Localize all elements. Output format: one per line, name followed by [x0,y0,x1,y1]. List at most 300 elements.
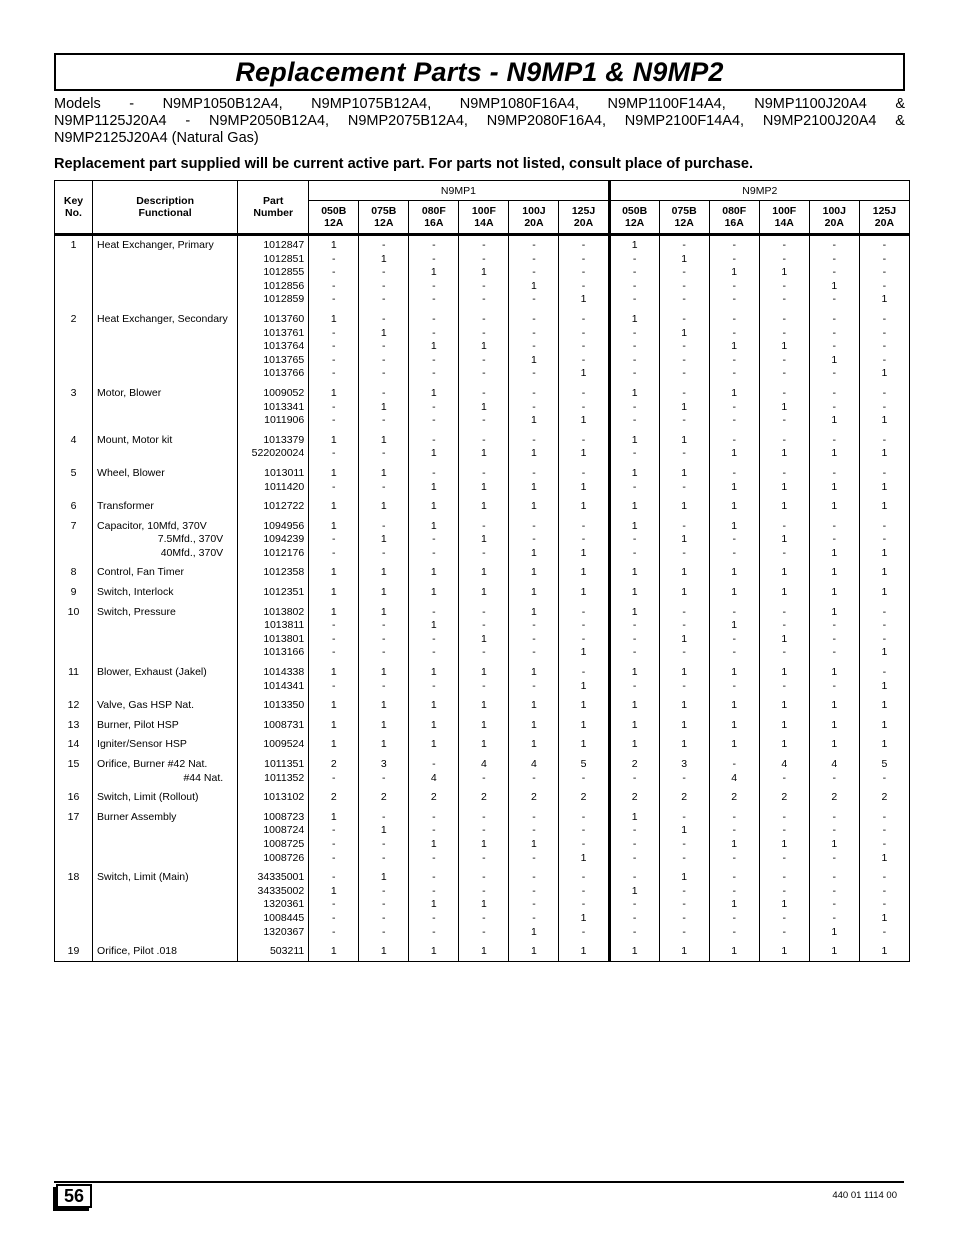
quantity-value: 1 [531,666,537,679]
quantity-value: 1 [781,837,788,850]
quantity-value: 1 [580,945,587,958]
quantity-value: 1 [781,533,788,546]
quantity-cell [509,428,559,461]
quantity-value: - [581,279,586,292]
quantity-cell [759,235,809,307]
quantity-cell [309,461,359,494]
quantity-value: 1 [580,566,587,579]
key-cell [55,235,93,307]
quantity-value: 1 [580,738,587,751]
quantity-value: - [832,466,837,479]
quantity-value: 1 [881,414,888,427]
title-box [54,53,905,91]
quantity-value: - [581,312,586,325]
quantity-cell [809,732,859,752]
quantity-value: - [782,646,786,659]
quantity-value: 1 [430,566,437,579]
quantity-value: - [632,279,637,292]
quantity-value: - [732,293,736,306]
quantity-cell [659,514,709,561]
part-number: 1012856 [263,279,305,292]
quantity-value: 1 [681,718,688,731]
part-number-cell [238,865,309,939]
quantity-value: 1 [580,679,587,692]
quantity-value: - [832,252,837,265]
quantity-value: - [682,519,686,532]
quantity-value: - [382,279,386,292]
quantity-cell [759,514,809,561]
quantity-cell [659,865,709,939]
quantity-value: 1 [430,738,437,751]
description-line: Igniter/Sensor HSP [97,738,187,751]
quantity-value: 1 [831,353,838,366]
quantity-value: - [632,546,637,559]
quantity-value: - [882,252,887,265]
quantity-value: - [782,367,786,380]
quantity-cell [309,580,359,600]
quantity-value: 1 [681,533,688,546]
quantity-value: 1 [480,480,487,493]
quantity-value: - [882,925,887,938]
quantity-value: - [782,771,786,784]
quantity-cell [759,381,809,428]
quantity-value: 1 [631,586,638,599]
quantity-value: - [682,546,686,559]
description-line: Wheel, Blower [97,466,165,479]
quantity-cell [709,235,759,307]
quantity-cell [359,865,409,939]
quantity-value: - [382,480,386,493]
part-number: 1008725 [263,837,305,850]
quantity-value: 1 [480,400,487,413]
header-model-col: 125J 20A [559,201,609,235]
quantity-value: - [682,619,686,632]
quantity-value: 1 [430,898,437,911]
quantity-value: - [332,367,336,380]
quantity-value: - [382,632,386,645]
part-number-cell [238,560,309,580]
quantity-cell [559,580,609,600]
quantity-value: - [382,679,386,692]
quantity-value: 1 [631,718,638,731]
quantity-cell [609,580,659,600]
model-token: - [129,96,135,112]
quantity-cell [359,494,409,514]
description-line: Capacitor, 10Mfd, 370V [97,519,207,532]
quantity-cell [809,494,859,514]
quantity-cell [809,752,859,785]
quantity-cell [859,805,909,865]
table-row [55,428,910,461]
quantity-value: - [632,252,637,265]
table-row [55,865,910,939]
quantity-value: 1 [330,433,337,446]
part-number: 1009524 [263,738,305,751]
quantity-value: 1 [831,566,838,579]
key-number: 9 [70,586,77,599]
quantity-value: 1 [781,340,788,353]
key-cell [55,307,93,381]
quantity-value: 1 [781,699,788,712]
quantity-cell [309,560,359,580]
quantity-value: - [782,519,786,532]
quantity-cell [859,560,909,580]
quantity-cell [809,514,859,561]
quantity-cell [659,939,709,961]
key-number: 5 [70,466,77,479]
quantity-cell [509,939,559,961]
quantity-value: - [732,851,736,864]
description-cell [93,752,238,785]
quantity-value: 1 [831,586,838,599]
quantity-value: - [732,871,736,884]
quantity-cell [609,307,659,381]
quantity-value: 1 [781,666,788,679]
quantity-value: - [432,367,436,380]
description-cell [93,732,238,752]
quantity-value: 1 [531,718,537,731]
quantity-value: 1 [631,699,638,712]
quantity-value: - [382,851,386,864]
description-line: Burner Assembly [97,810,177,823]
quantity-cell [559,713,609,733]
quantity-cell [609,428,659,461]
quantity-cell [509,560,559,580]
quantity-value: - [732,414,736,427]
key-number: 3 [70,386,77,399]
header-description: Description Functional [93,181,238,235]
part-number-cell [238,785,309,805]
quantity-value: - [432,414,436,427]
quantity-cell [859,939,909,961]
quantity-value: 1 [831,480,838,493]
quantity-value: - [832,312,837,325]
quantity-value: 2 [580,791,587,804]
quantity-value: - [882,340,887,353]
model-token: N9MP1080F16A4, [459,96,580,112]
description-line: Orifice, Pilot .018 [97,945,177,958]
model-token: & [895,113,905,129]
part-number: 1094956 [263,519,305,532]
quantity-value: - [632,771,637,784]
quantity-cell [709,732,759,752]
quantity-value: - [632,293,637,306]
quantity-value: - [482,925,486,938]
quantity-cell [759,693,809,713]
table-row [55,752,910,785]
quantity-value: 2 [430,791,437,804]
quantity-cell [559,428,609,461]
description-cell [93,785,238,805]
quantity-value: - [581,386,586,399]
quantity-cell [509,600,559,660]
quantity-value: 1 [531,480,537,493]
quantity-cell [509,713,559,733]
quantity-value: - [782,293,786,306]
quantity-cell [859,514,909,561]
part-number: 1008726 [263,851,305,864]
quantity-value: 1 [380,433,387,446]
quantity-cell [559,865,609,939]
quantity-value: - [532,312,536,325]
quantity-value: - [782,433,786,446]
quantity-cell [609,560,659,580]
quantity-value: - [882,386,887,399]
quantity-value: - [581,605,586,618]
quantity-cell [559,307,609,381]
part-number: 1008445 [263,911,305,924]
parts-table [54,180,910,962]
key-number: 10 [67,605,80,618]
quantity-cell [559,660,609,693]
quantity-cell [459,865,509,939]
quantity-value: 1 [681,586,688,599]
quantity-cell [659,494,709,514]
quantity-cell [309,428,359,461]
quantity-value: - [332,837,336,850]
quantity-value: - [332,400,336,413]
quantity-cell [509,514,559,561]
quantity-value: 1 [580,911,587,924]
quantity-value: - [732,824,736,837]
quantity-value: - [332,851,336,864]
quantity-value: - [682,367,686,380]
quantity-cell [859,752,909,785]
quantity-value: - [682,353,686,366]
quantity-value: - [382,340,386,353]
quantity-value: - [882,871,887,884]
quantity-value: - [732,400,736,413]
part-number: 1012722 [263,500,305,513]
quantity-value: 1 [380,666,387,679]
quantity-value: 2 [480,791,487,804]
quantity-value: - [482,293,486,306]
quantity-value: 1 [430,266,437,279]
header-model-col: 075B 12A [659,201,709,235]
quantity-value: - [832,619,837,632]
quantity-cell [759,580,809,600]
quantity-cell [409,461,459,494]
description-line: Switch, Limit (Rollout) [97,791,199,804]
quantity-value: - [682,239,686,251]
header-key: Key No. [55,181,93,235]
quantity-cell [659,580,709,600]
quantity-value: - [532,810,536,823]
quantity-value: 1 [881,738,888,751]
quantity-cell [609,381,659,428]
model-token: N9MP2125J20A4 (Natural Gas) [54,130,259,146]
quantity-value: - [732,326,736,339]
quantity-value: - [782,824,786,837]
model-token: N9MP2100F14A4, [624,113,745,129]
quantity-value: - [782,414,786,427]
part-number: 522020024 [251,447,305,460]
quantity-value: - [382,386,386,399]
model-token: - [185,113,191,129]
quantity-value: - [682,605,686,618]
quantity-value: - [682,480,686,493]
table-row [55,235,910,307]
part-number-cell [238,713,309,733]
quantity-value: 5 [580,758,587,770]
description-line: Motor, Blower [97,386,162,399]
quantity-value: - [332,925,336,938]
part-number: 1014341 [263,679,305,692]
quantity-value: - [382,911,386,924]
quantity-value: 1 [330,466,337,479]
quantity-value: 1 [681,824,688,837]
quantity-value: 1 [480,566,487,579]
quantity-value: - [832,884,837,897]
quantity-value: - [581,239,586,251]
quantity-cell [659,732,709,752]
quantity-value: - [732,632,736,645]
quantity-cell [759,307,809,381]
quantity-value: 1 [380,466,387,479]
quantity-value: - [732,925,736,938]
quantity-value: 1 [731,386,738,399]
quantity-value: 1 [531,500,537,513]
quantity-value: 1 [480,718,487,731]
quantity-value: - [432,925,436,938]
quantity-value: - [581,353,586,366]
quantity-value: - [332,771,336,784]
quantity-cell [659,785,709,805]
part-number: 1012855 [263,266,305,279]
quantity-value: - [832,646,837,659]
quantity-value: - [732,646,736,659]
quantity-value: - [682,837,686,850]
quantity-value: 1 [831,279,838,292]
quantity-value: 1 [531,605,537,618]
quantity-value: - [432,758,436,770]
quantity-value: 1 [731,718,738,731]
quantity-cell [809,865,859,939]
quantity-value: - [482,911,486,924]
quantity-value: - [532,911,536,924]
quantity-value: - [432,646,436,659]
quantity-value: - [732,312,736,325]
quantity-value: - [882,884,887,897]
quantity-value: - [682,266,686,279]
quantity-cell [709,307,759,381]
description-cell [93,693,238,713]
quantity-cell [409,693,459,713]
quantity-value: - [482,386,486,399]
part-number: 1013760 [263,312,305,325]
quantity-value: - [482,367,486,380]
quantity-value: 1 [681,400,688,413]
quantity-value: - [882,666,887,679]
quantity-value: - [782,239,786,251]
quantity-cell [509,805,559,865]
quantity-value: - [332,447,336,460]
quantity-cell [659,461,709,494]
part-number: 1013766 [263,367,305,380]
quantity-value: - [532,884,536,897]
quantity-value: 1 [631,433,638,446]
quantity-value: 1 [831,414,838,427]
quantity-value: - [782,466,786,479]
quantity-value: - [382,239,386,251]
quantity-value: 1 [330,884,337,897]
quantity-value: - [482,312,486,325]
quantity-value: 1 [480,738,487,751]
quantity-value: 1 [831,666,838,679]
quantity-cell [609,235,659,307]
quantity-cell [659,752,709,785]
quantity-cell [409,865,459,939]
quantity-cell [359,713,409,733]
quantity-value: - [682,679,686,692]
quantity-cell [509,307,559,381]
part-number: 1013379 [263,433,305,446]
quantity-value: 1 [480,632,487,645]
quantity-cell [759,805,809,865]
quantity-value: 1 [731,898,738,911]
quantity-value: 1 [731,586,738,599]
quantity-value: - [482,771,486,784]
quantity-value: 1 [480,945,487,958]
quantity-value: 1 [831,718,838,731]
header-group-n9mp2: N9MP2 [609,181,909,201]
quantity-value: - [482,239,486,251]
key-cell [55,752,93,785]
quantity-value: - [782,679,786,692]
part-number-cell [238,494,309,514]
part-number-cell [238,381,309,428]
key-cell [55,785,93,805]
quantity-value: - [581,400,586,413]
quantity-value: - [581,898,586,911]
quantity-cell [559,732,609,752]
quantity-value: 1 [781,632,788,645]
quantity-value: - [432,632,436,645]
description-cell [93,580,238,600]
model-token: N9MP2050B12A4, [208,113,330,129]
quantity-value: 1 [681,466,688,479]
quantity-value: 1 [781,586,788,599]
quantity-value: - [632,266,637,279]
quantity-value: 1 [631,500,638,513]
quantity-value: 1 [430,447,437,460]
quantity-value: 2 [531,791,537,804]
quantity-value: - [482,871,486,884]
quantity-cell [609,494,659,514]
quantity-value: 4 [531,758,537,770]
quantity-value: 2 [681,791,688,804]
quantity-value: - [782,810,786,823]
quantity-cell [659,713,709,733]
key-cell [55,693,93,713]
quantity-value: 1 [480,266,487,279]
quantity-value: 1 [380,605,387,618]
quantity-cell [709,752,759,785]
quantity-value: 1 [330,386,337,399]
quantity-value: - [832,326,837,339]
quantity-value: - [432,546,436,559]
quantity-value: 1 [831,605,838,618]
quantity-value: - [482,646,486,659]
quantity-value: 1 [380,566,387,579]
quantity-value: 1 [531,546,537,559]
quantity-value: 1 [781,718,788,731]
quantity-value: - [432,239,436,251]
header-model-col: 100F 14A [759,201,809,235]
quantity-cell [509,494,559,514]
quantity-value: - [432,911,436,924]
quantity-value: 1 [681,945,688,958]
